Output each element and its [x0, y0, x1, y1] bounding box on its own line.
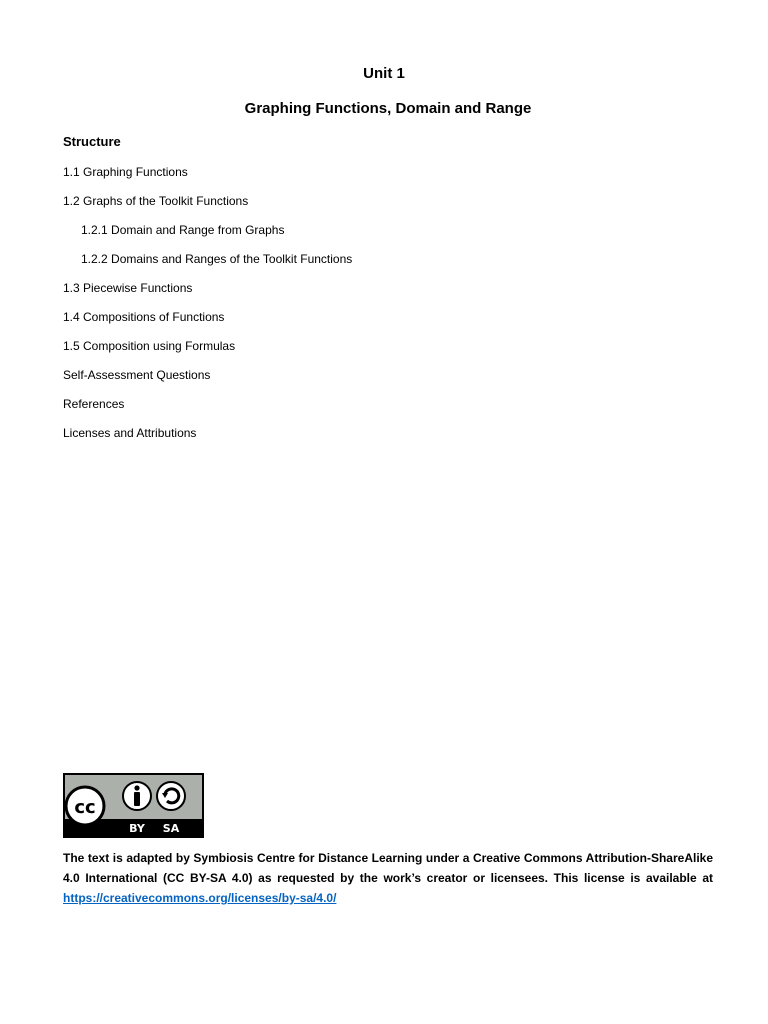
- toc-item: Licenses and Attributions: [63, 426, 197, 440]
- badge-by-label: BY: [129, 822, 145, 835]
- cc-icon-text: cc: [74, 797, 96, 818]
- toc-item: 1.5 Composition using Formulas: [63, 339, 236, 353]
- toc-item: Self-Assessment Questions: [63, 368, 211, 382]
- attribution-icon: [123, 782, 151, 810]
- cc-by-sa-license-badge: [63, 773, 204, 838]
- badge-sa-label: SA: [162, 822, 180, 835]
- license-statement-text: The text is adapted by Symbiosis Centre for Distance Learning under a Creative Commons Attribution-ShareAlike 4.0 International (CC BY-SA 4.0) as requested by the work’s creator or licensees. This license is available at: [63, 851, 713, 885]
- toc-item: 1.2.2 Domains and Ranges of the Toolkit Functions: [81, 252, 353, 266]
- toc-item: 1.3 Piecewise Functions: [63, 281, 193, 295]
- toc-item: 1.2.1 Domain and Range from Graphs: [81, 223, 285, 237]
- license-link[interactable]: https://creativecommons.org/licenses/by-sa/4.0/: [63, 891, 337, 905]
- toc-item: 1.4 Compositions of Functions: [63, 310, 225, 324]
- license-statement: [63, 848, 713, 908]
- table-of-contents: [63, 163, 352, 453]
- unit-label: Unit 1: [363, 65, 405, 82]
- toc-item: 1.2 Graphs of the Toolkit Functions: [63, 194, 249, 208]
- toc-item: 1.1 Graphing Functions: [63, 165, 188, 179]
- structure-heading: Structure: [63, 134, 121, 149]
- toc-item: References: [63, 397, 125, 411]
- page-title: Graphing Functions, Domain and Range: [244, 100, 532, 117]
- sharealike-icon: [157, 782, 185, 810]
- cc-icon: [66, 787, 104, 825]
